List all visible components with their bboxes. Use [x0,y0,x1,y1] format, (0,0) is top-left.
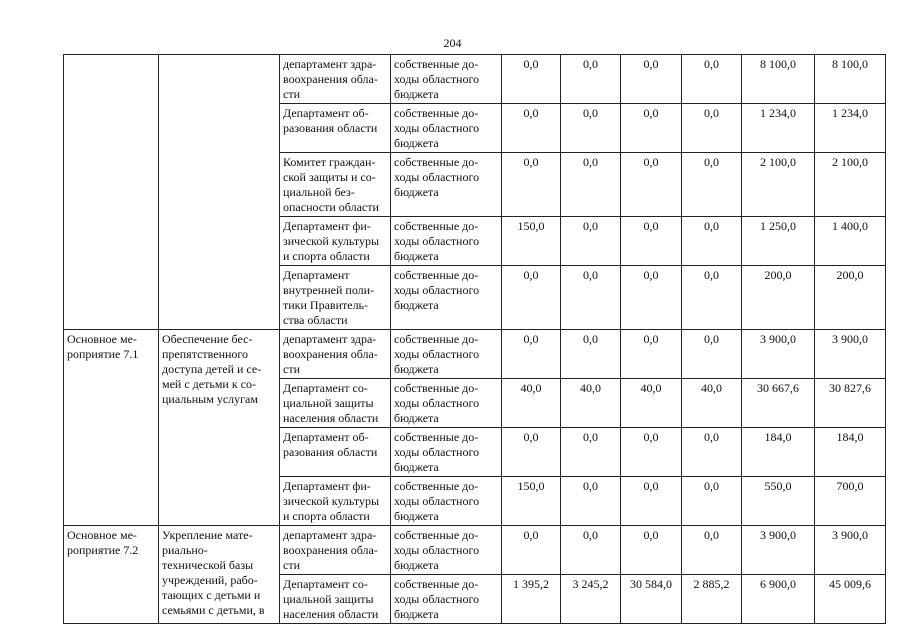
value-cell: 0,0 [682,428,742,477]
measure-cell-empty [64,55,159,330]
value-cell: 0,0 [502,266,561,330]
value-cell: 550,0 [742,477,815,526]
value-cell: 1 395,2 [502,575,561,624]
funding-source-cell: собственные до- ходы областного бюджета [391,217,502,266]
total-cell: 3 900,0 [815,526,886,575]
value-cell: 184,0 [742,428,815,477]
value-cell: 0,0 [502,526,561,575]
executor-cell: Департамент внутренней поли- тики Правитель- ства области [280,266,391,330]
funding-source-cell: собственные до- ходы областного бюджета [391,477,502,526]
executor-cell: Департамент со- циальной защиты населения области [280,379,391,428]
measure-name-cell: Обеспечение бес- препятственного доступа детей и се- мей с детьми к со- циальным услугам [159,330,280,526]
value-cell: 0,0 [561,104,621,153]
total-cell: 30 827,6 [815,379,886,428]
value-cell: 2 100,0 [742,153,815,217]
executor-cell: Департамент со- циальной защиты населения области [280,575,391,624]
value-cell: 3 245,2 [561,575,621,624]
funding-source-cell: собственные до- ходы областного бюджета [391,575,502,624]
value-cell: 0,0 [682,266,742,330]
funding-source-cell: собственные до- ходы областного бюджета [391,104,502,153]
budget-table [63,54,886,624]
executor-cell: департамент здра- воохранения обла- сти [280,330,391,379]
value-cell: 0,0 [561,55,621,104]
funding-source-cell: собственные до- ходы областного бюджета [391,153,502,217]
value-cell: 0,0 [621,526,682,575]
value-cell: 0,0 [621,330,682,379]
value-cell: 40,0 [502,379,561,428]
value-cell: 30 667,6 [742,379,815,428]
value-cell: 2 885,2 [682,575,742,624]
funding-source-cell: собственные до- ходы областного бюджета [391,428,502,477]
total-cell: 45 009,6 [815,575,886,624]
value-cell: 150,0 [502,217,561,266]
value-cell: 0,0 [621,477,682,526]
value-cell: 30 584,0 [621,575,682,624]
executor-cell: департамент здра- воохранения обла- сти [280,526,391,575]
value-cell: 0,0 [561,266,621,330]
value-cell: 6 900,0 [742,575,815,624]
value-cell: 8 100,0 [742,55,815,104]
measure-name-cell: Укрепление мате- риально- технической базы учреждений, рабо- тающих с детьми и семьями с детьми, в [159,526,280,624]
value-cell: 0,0 [621,266,682,330]
table-row [64,526,886,575]
measure-cell: Основное ме- роприятие 7.1 [64,330,159,526]
value-cell: 0,0 [621,104,682,153]
measure-name-cell-empty [159,55,280,330]
funding-source-cell: собственные до- ходы областного бюджета [391,55,502,104]
total-cell: 1 400,0 [815,217,886,266]
total-cell: 8 100,0 [815,55,886,104]
funding-source-cell: собственные до- ходы областного бюджета [391,379,502,428]
value-cell: 0,0 [682,526,742,575]
value-cell: 0,0 [682,55,742,104]
value-cell: 0,0 [502,428,561,477]
funding-source-cell: собственные до- ходы областного бюджета [391,266,502,330]
value-cell: 150,0 [502,477,561,526]
value-cell: 40,0 [621,379,682,428]
value-cell: 0,0 [621,55,682,104]
value-cell: 1 234,0 [742,104,815,153]
value-cell: 0,0 [502,153,561,217]
value-cell: 0,0 [502,104,561,153]
value-cell: 0,0 [561,428,621,477]
value-cell: 40,0 [561,379,621,428]
value-cell: 1 250,0 [742,217,815,266]
total-cell: 700,0 [815,477,886,526]
value-cell: 200,0 [742,266,815,330]
value-cell: 0,0 [621,217,682,266]
value-cell: 3 900,0 [742,330,815,379]
value-cell: 0,0 [502,55,561,104]
value-cell: 0,0 [682,104,742,153]
value-cell: 0,0 [682,477,742,526]
value-cell: 0,0 [621,428,682,477]
value-cell: 0,0 [561,477,621,526]
value-cell: 0,0 [561,153,621,217]
executor-cell: Комитет граждан- ской защиты и со- циальной без- опасности области [280,153,391,217]
value-cell: 0,0 [621,153,682,217]
value-cell: 0,0 [682,153,742,217]
value-cell: 0,0 [561,330,621,379]
funding-source-cell: собственные до- ходы областного бюджета [391,526,502,575]
funding-source-cell: собственные до- ходы областного бюджета [391,330,502,379]
value-cell: 0,0 [682,217,742,266]
value-cell: 3 900,0 [742,526,815,575]
value-cell: 0,0 [682,330,742,379]
executor-cell: департамент здра- воохранения обла- сти [280,55,391,104]
executor-cell: Департамент фи- зической культуры и спорта области [280,217,391,266]
total-cell: 1 234,0 [815,104,886,153]
table-row [64,55,886,104]
total-cell: 200,0 [815,266,886,330]
executor-cell: Департамент об- разования области [280,104,391,153]
total-cell: 3 900,0 [815,330,886,379]
total-cell: 184,0 [815,428,886,477]
executor-cell: Департамент об- разования области [280,428,391,477]
total-cell: 2 100,0 [815,153,886,217]
value-cell: 0,0 [561,217,621,266]
value-cell: 0,0 [561,526,621,575]
table-row [64,330,886,379]
executor-cell: Департамент фи- зической культуры и спорта области [280,477,391,526]
value-cell: 40,0 [682,379,742,428]
measure-cell: Основное ме- роприятие 7.2 [64,526,159,624]
value-cell: 0,0 [502,330,561,379]
page-number: 204 [443,36,462,50]
